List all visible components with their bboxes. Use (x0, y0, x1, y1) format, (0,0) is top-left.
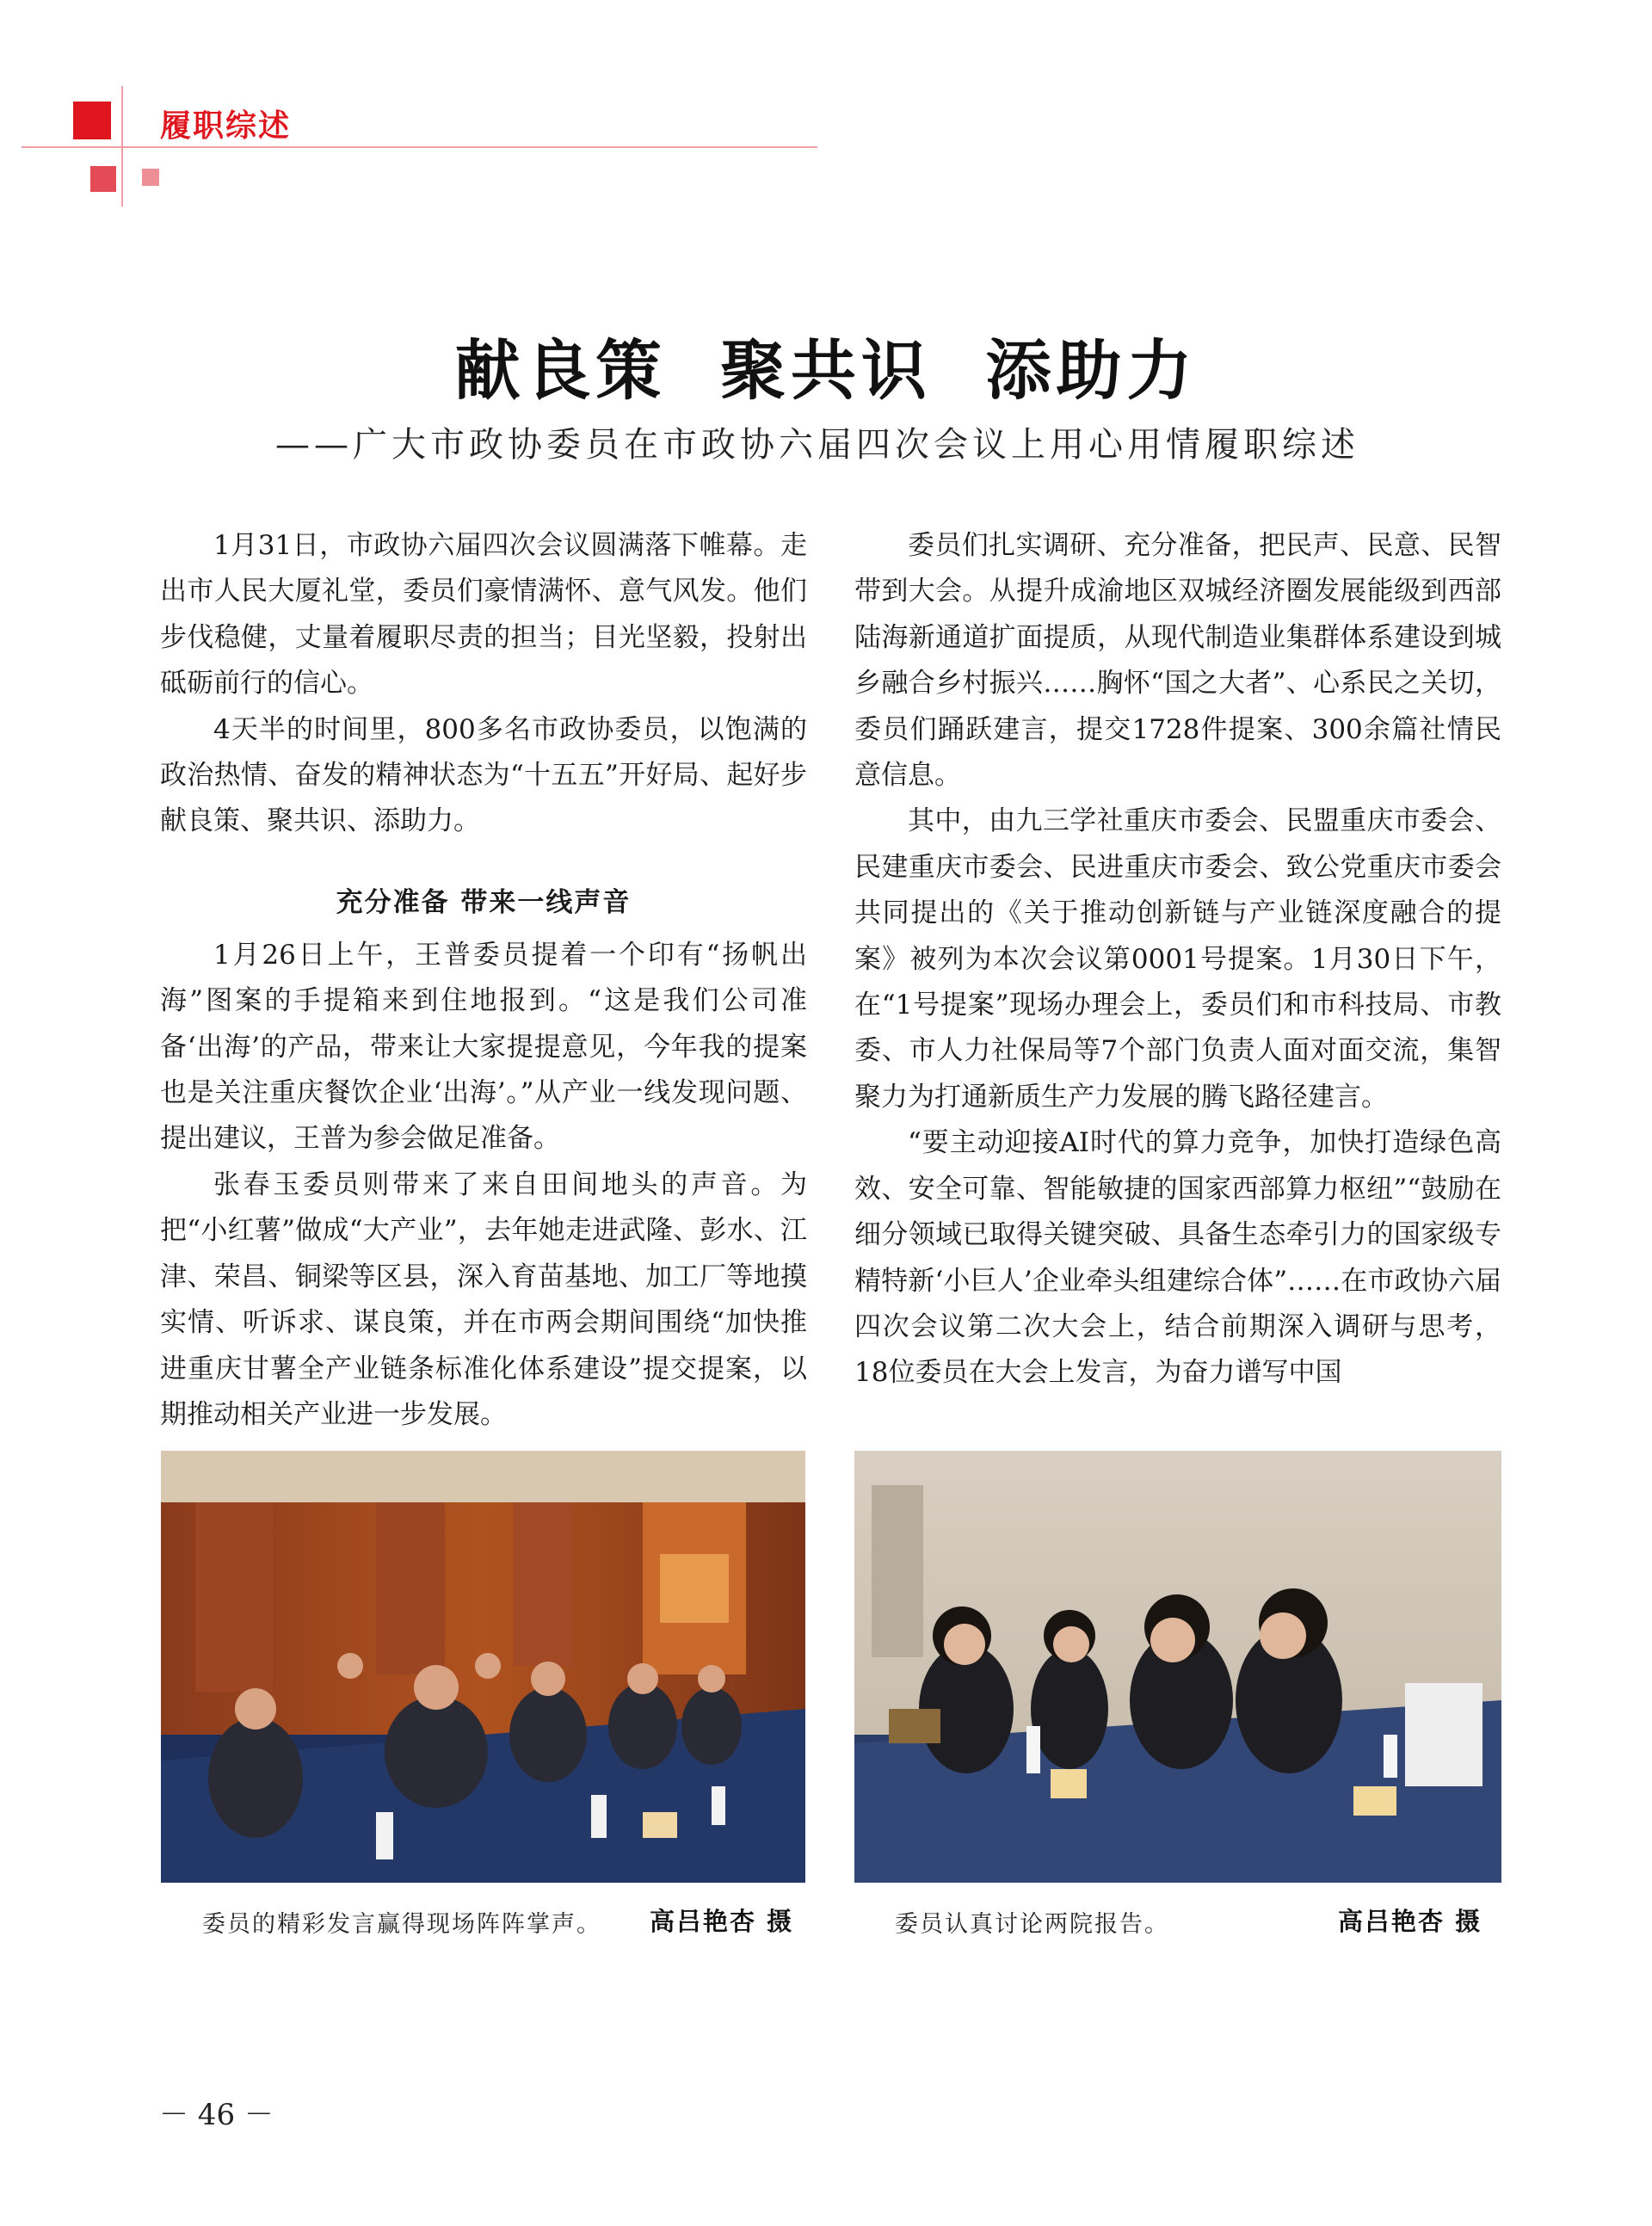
header-small-square (90, 166, 116, 192)
section-heading: 充分准备 带来一线声音 (336, 886, 632, 918)
paragraph: 1月31日，市政协六届四次会议圆满落下帷幕。走出市人民大厦礼堂，委员们豪情满怀、意气风发。他们步伐稳健，丈量着履职尽责的担当；目光坚毅，投射出砥砺前行的信心。 (160, 530, 807, 700)
photo-credit: 高吕艳杏 摄 (1338, 1907, 1482, 1936)
page-number: － 46 － (159, 2098, 274, 2132)
header-red-square (73, 102, 111, 139)
left-column (160, 523, 807, 1438)
photo-credit: 高吕艳杏 摄 (650, 1907, 794, 1936)
paragraph: 其中，由九三学社重庆市委会、民盟重庆市委会、民建重庆市委会、民进重庆市委会、致公党重庆市委会共同提出的《关于推动创新链与产业链深度融合的提案》被列为本次会议第0001号提案。1月30日下午，在“1号提案”现场办理会上，委员们和市科技局、市教委、市人力社保局等7个部门负责人面对面交流，集智聚力为打通新质生产力发展的腾飞路径建言。 (854, 805, 1501, 1113)
paragraph: “要主动迎接AI时代的算力竞争，加快打造绿色高效、安全可靠、智能敏捷的国家西部算力枢纽”“鼓励在细分领域已取得关键突破、具备生态牵引力的国家级专精特新‘小巨人’企业牵头组建综合体”……在市政协六届四次会议第二次大会上，结合前期深入调研与思考，18位委员在大会上发言，为奋力谱写中国 (854, 1127, 1501, 1389)
photo-discussion (854, 1451, 1501, 1883)
photo-meeting-applause (161, 1451, 805, 1883)
header-small-square-light (142, 169, 159, 186)
right-column (854, 523, 1501, 1397)
photo-caption: 委员的精彩发言赢得现场阵阵掌声。 (202, 1911, 601, 1938)
paragraph: 委员们扎实调研、充分准备，把民声、民意、民智带到大会。从提升成渝地区双城经济圈发展能级到西部陆海新通道扩面提质，从现代制造业集群体系建设到城乡融合乡村振兴……胸怀“国之大者”、心系民之关切，委员们踊跃建言，提交1728件提案、300余篇社情民意信息。 (854, 530, 1501, 792)
article-subtitle: ——广大市政协委员在市政协六届四次会议上用心用情履职综述 (275, 425, 1359, 465)
paragraph: 张春玉委员则带来了来自田间地头的声音。为把“小红薯”做成“大产业”，去年她走进武隆、彭水、江津、荣昌、铜梁等区县，深入育苗基地、加工厂等地摸实情、听诉求、谋良策，并在市两会期间围绕“加快推进重庆甘薯全产业链条标准化体系建设”提交提案，以期推动相关产业进一步发展。 (160, 1168, 807, 1430)
photo-caption: 委员认真讨论两院报告。 (895, 1911, 1169, 1938)
header-vertical-rule (121, 86, 123, 207)
section-label: 履职综述 (160, 108, 292, 144)
header-rule (22, 146, 817, 148)
article-title: 献良策 聚共识 添助力 (454, 332, 1198, 409)
paragraph: 4天半的时间里，800多名市政协委员，以饱满的政治热情、奋发的精神状态为“十五五”开好局、起好步献良策、聚共识、添助力。 (160, 713, 807, 837)
paragraph: 1月26日上午，王普委员提着一个印有“扬帆出海”图案的手提箱来到住地报到。“这是我们公司准备‘出海’的产品，带来让大家提提意见，今年我的提案也是关注重庆餐饮企业‘出海’。”从产业一线发现问题、提出建议，王普为参会做足准备。 (160, 939, 807, 1155)
